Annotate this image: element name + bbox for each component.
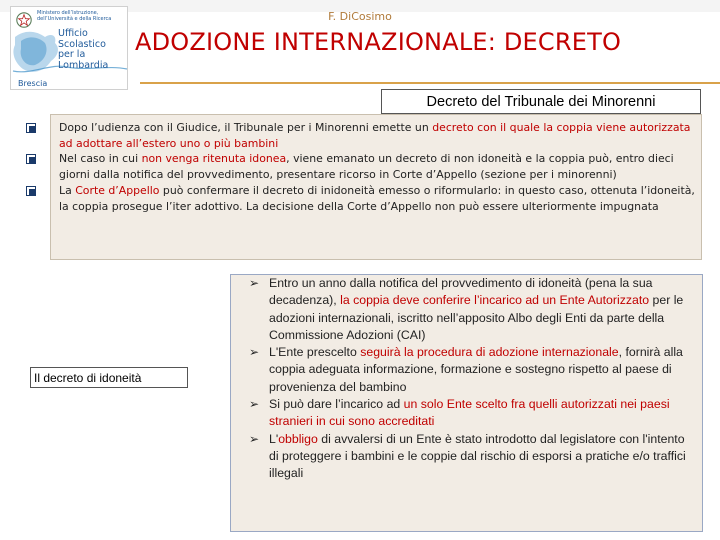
title-divider xyxy=(140,82,720,84)
logo-name-line: Scolastico xyxy=(58,38,106,50)
author-credit: F. DiCosimo xyxy=(328,10,392,23)
list-item-text xyxy=(269,397,670,428)
list-item-text xyxy=(269,432,686,481)
list-item xyxy=(249,396,697,431)
ufficio-scolastico-logo xyxy=(10,6,128,90)
tribunal-decree-list xyxy=(26,120,698,214)
list-item xyxy=(26,120,698,151)
logo-name xyxy=(58,29,108,71)
highlighted-text: decreto con il quale la coppia viene autorizzata ad adottare all’estero uno o più bambini xyxy=(59,121,691,150)
body-text: La xyxy=(59,183,76,197)
highlighted-text: la coppia deve conferire l’incarico ad un Ente Autorizzato xyxy=(340,293,650,308)
logo-name-line: Ufficio xyxy=(58,28,88,39)
list-item-text xyxy=(269,276,683,342)
body-text: L' xyxy=(269,431,279,446)
section-subtitle: Decreto del Tribunale dei Minorenni xyxy=(381,89,701,114)
body-text: per le adozioni internazionali, iscritto nell’apposito Albo degli Enti da parte della Commissione Adozioni (CAI) xyxy=(269,293,684,342)
body-text: Si può dare l’incarico ad xyxy=(269,397,404,412)
highlighted-text: un solo Ente scelto fra quelli autorizzati nei paesi stranieri in cui sono accreditati xyxy=(269,397,670,429)
body-text: , fornirà alla coppia adeguata informazione, formazione e sostegno rispetto al paese di provenienza del bambino xyxy=(269,345,683,394)
square-bullet-icon xyxy=(26,154,36,164)
body-text: , viene emanato un decreto di non idoneità e la coppia può, entro dieci giorni dalla notifica del provvedimento, presentare ricorso in Corte d’Appello (sezione per i minorenni) xyxy=(59,152,674,182)
arrow-bullet-icon: ➢ xyxy=(249,397,260,412)
arrow-bullet-icon: ➢ xyxy=(249,345,260,360)
list-item-text xyxy=(269,345,683,394)
body-text: Dopo l’udienza con il Giudice, il Tribunale per i Minorenni emette un xyxy=(59,121,433,134)
square-bullet-icon xyxy=(26,186,36,196)
page-title: ADOZIONE INTERNAZIONALE: DECRETO xyxy=(135,28,622,56)
arrow-bullet-icon: ➢ xyxy=(249,276,260,290)
list-item xyxy=(26,151,698,182)
body-text: di avvalersi di un Ente è stato introdotto dal legislatore con l'intento di proteggere i bambini e le coppie dal rischio di esporsi a pratiche e/o traffici illegali xyxy=(269,431,686,481)
ministry-name: Ministero dell’Istruzione, dell’Università e della Ricerca xyxy=(37,10,112,22)
idoneity-decree-label: Il decreto di idoneità xyxy=(30,367,188,388)
list-item xyxy=(26,183,698,214)
highlighted-text: seguirà la procedura di adozione internazionale xyxy=(360,345,619,360)
highlighted-text: non venga ritenuta idonea xyxy=(141,152,287,166)
body-text: può confermare il decreto di inidoneità emesso o riformularlo: in questo caso, ottenuta l’idoneità, la coppia prosegue l’iter adottivo. La decisione della Corte d’Appello non può essere ulteriormente impugnata xyxy=(59,183,695,213)
logo-city: Brescia xyxy=(18,79,48,88)
arrow-bullet-icon: ➢ xyxy=(249,431,260,446)
body-text: L'Ente prescelto xyxy=(269,345,361,360)
idoneity-decree-list xyxy=(249,275,697,483)
logo-name-line: per la xyxy=(58,49,86,60)
body-text: Entro un anno dalla notifica del provvedimento di idoneità (pena la sua decadenza), xyxy=(269,276,653,308)
list-item-text xyxy=(59,184,695,213)
list-item-text xyxy=(59,121,690,150)
list-item-text xyxy=(59,152,674,181)
list-item xyxy=(249,344,697,396)
body-text: Nel caso in cui xyxy=(59,152,142,166)
highlighted-text: Corte d’Appello xyxy=(75,183,160,197)
list-item xyxy=(249,275,697,344)
list-item xyxy=(249,431,697,483)
highlighted-text: obbligo xyxy=(278,431,318,446)
square-bullet-icon xyxy=(26,123,36,133)
logo-name-line: Lombardia xyxy=(58,59,109,71)
